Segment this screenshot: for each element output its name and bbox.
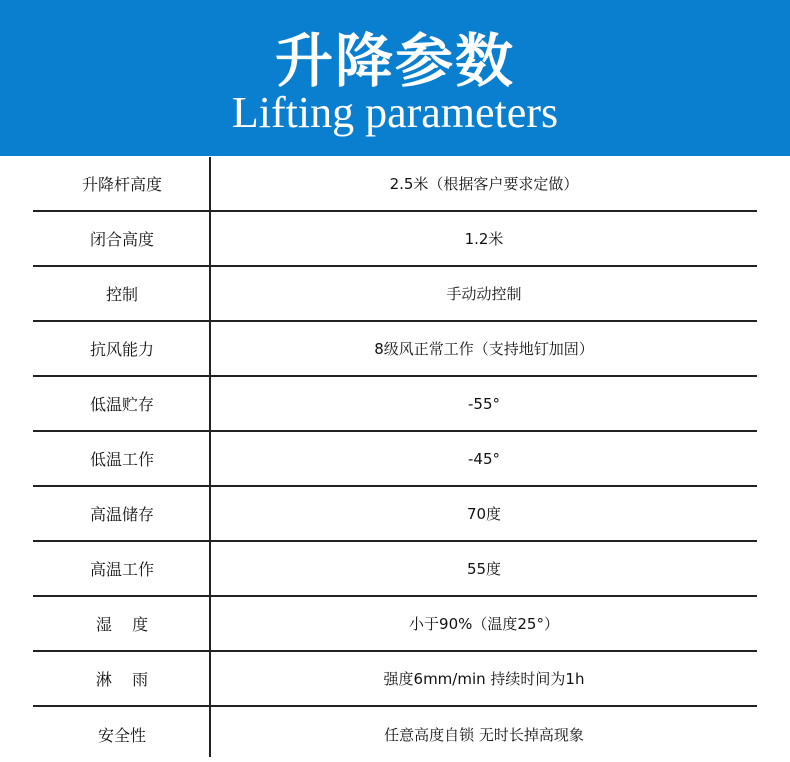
page-subtitle: Lifting parameters	[231, 88, 559, 137]
row-value: 手动动控制	[446, 285, 522, 303]
row-value: 强度6mm/min 持续时间为1h	[383, 670, 585, 688]
table-row	[33, 487, 757, 542]
row-value: 2.5米（根据客户要求定做）	[389, 175, 579, 193]
row-label: 控制	[105, 285, 138, 304]
row-label: 低温工作	[89, 450, 154, 469]
row-label: 高温工作	[89, 560, 154, 579]
table-row	[33, 212, 757, 267]
row-label: 湿 度	[95, 615, 149, 634]
table-row	[33, 267, 757, 322]
row-label: 高温储存	[89, 505, 154, 524]
row-value: 1.2米	[464, 230, 504, 248]
table-row	[33, 597, 757, 652]
row-label: 闭合高度	[89, 230, 154, 249]
row-label: 低温贮存	[89, 395, 154, 414]
row-label: 抗风能力	[89, 340, 154, 359]
row-label: 淋 雨	[95, 670, 149, 689]
row-value: 小于90%（温度25°）	[409, 615, 559, 633]
table-row	[33, 377, 757, 432]
row-label: 安全性	[97, 726, 146, 745]
row-value: 任意高度自锁 无时长掉高现象	[384, 726, 584, 744]
table-row	[33, 707, 757, 762]
row-value: -55°	[468, 394, 500, 413]
table-row	[33, 322, 757, 377]
parameters-table	[33, 157, 757, 762]
row-value: 8级风正常工作（支持地钉加固）	[374, 340, 594, 358]
table-row	[33, 652, 757, 707]
row-label: 升降杆高度	[81, 175, 162, 194]
table-row	[33, 542, 757, 597]
table-row	[33, 157, 757, 212]
table-row	[33, 432, 757, 487]
header-banner	[0, 0, 790, 156]
row-value: 55度	[466, 560, 502, 578]
row-value: 70度	[466, 505, 502, 523]
row-value: -45°	[468, 449, 500, 468]
page-title: 升降参数	[274, 27, 515, 95]
